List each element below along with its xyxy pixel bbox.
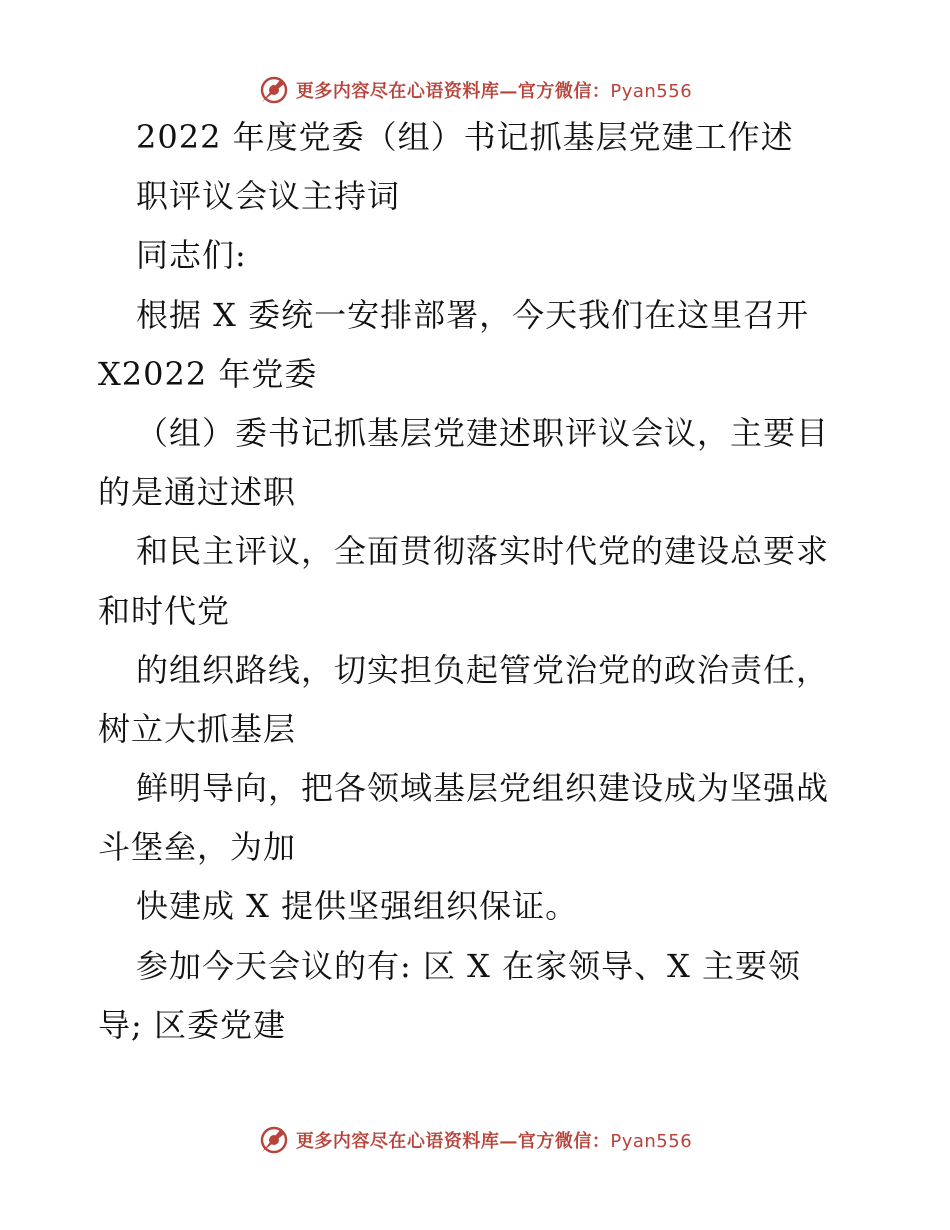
text-line: 职评议会议主持词 xyxy=(136,177,401,216)
text-line: （组）委书记抓基层党建述职评议会议，主要目 xyxy=(136,413,830,452)
text-line: 快建成 X 提供坚强组织保证。 xyxy=(136,887,579,926)
header-banner xyxy=(0,70,950,110)
quill-logo-icon xyxy=(258,1124,290,1156)
text-line: 根据 X 委统一安排部署，今天我们在这里召开 xyxy=(136,295,810,334)
text-line: 同志们: xyxy=(136,236,247,275)
text-line: 和时代党 xyxy=(98,591,231,630)
text-line: 的组织路线，切实担负起管党治党的政治责任， xyxy=(136,650,830,689)
banner-text: 更多内容尽在心语资料库—官方微信：Pyan556 xyxy=(295,81,693,102)
footer-banner xyxy=(0,1120,950,1160)
text-line: 和民主评议，全面贯彻落实时代党的建设总要求 xyxy=(136,532,830,571)
text-line: 鲜明导向，把各领域基层党组织建设成为坚强战 xyxy=(136,769,830,808)
text-line: X2022 年党委 xyxy=(98,354,318,393)
banner-text: 更多内容尽在心语资料库—官方微信：Pyan556 xyxy=(295,1131,693,1152)
text-line: 的是通过述职 xyxy=(98,473,297,512)
quill-logo-icon xyxy=(258,74,290,106)
text-line: 2022 年度党委（组）书记抓基层党建工作述 xyxy=(136,118,794,156)
text-line: 参加今天会议的有: 区 X 在家领导、X 主要领 xyxy=(136,946,802,985)
document-body xyxy=(98,118,868,1069)
text-line: 树立大抓基层 xyxy=(98,709,297,748)
text-line: 斗堡垒，为加 xyxy=(98,828,297,867)
text-line: 导; 区委党建 xyxy=(98,1005,286,1044)
